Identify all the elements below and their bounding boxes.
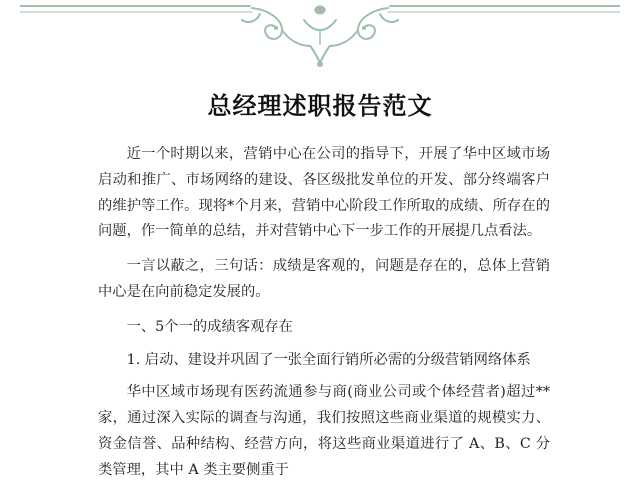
paragraph-market: 华中区域市场现有医药流通参与商(商业公司或个体经营者)超过**家，通过深入实际的调查与沟通，我们按照这些商业渠道的规模实力、资金信誉、品种结构、经营方向，将这些商业渠道进行了 A、B、C 分类管理，其中 A 类主要侧重于 xyxy=(98,384,550,478)
subsection-heading: 1. 启动、建设并巩固了一张全面行销所必需的分级营销网络体系 xyxy=(126,351,531,368)
paragraph-summary: 一言以蔽之，三句话：成绩是客观的，问题是存在的，总体上营销中心是在向前稳定发展的。 xyxy=(98,258,550,300)
section-heading: 一、5个一的成绩客观存在 xyxy=(126,318,293,335)
paragraph-intro: 近一个时期以来，营销中心在公司的指导下，开展了华中区域市场启动和推广、市场网络的建设、各区级批发单位的开发、部分终端客户的维护等工作。现将*个月来，营销中心阶段工作所取的成绩、所存在的问题，作一简单的总结，并对营销中心下一步工作的开展提几点看法。 xyxy=(98,146,550,240)
document-title: 总经理述职报告范文 xyxy=(207,92,433,120)
document-body xyxy=(98,142,550,493)
floral-ornament-icon xyxy=(20,0,620,70)
